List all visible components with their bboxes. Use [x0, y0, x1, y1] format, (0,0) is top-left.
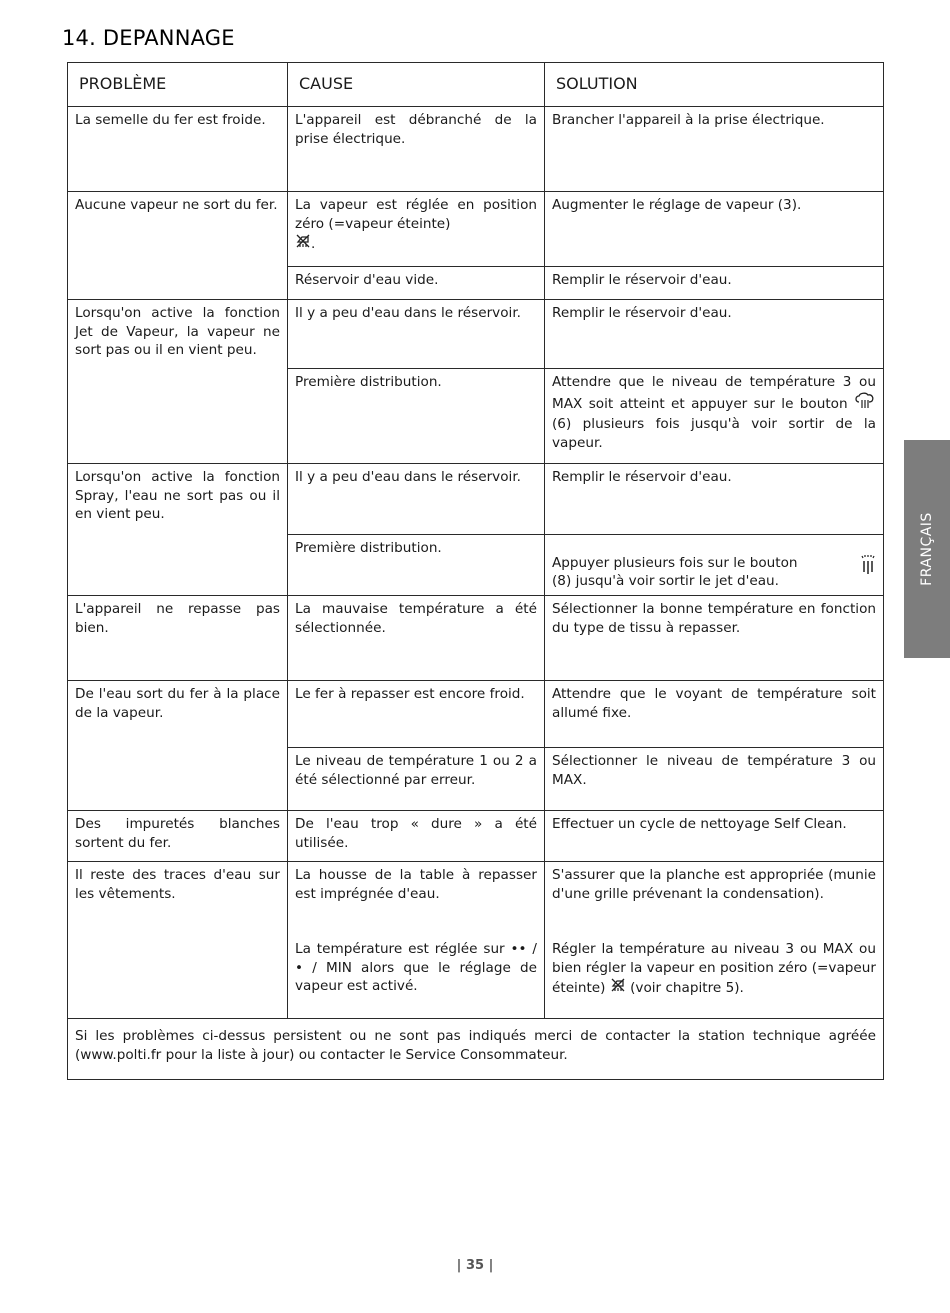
cause-cell: La housse de la table à repasser est imprégnée d'eau. — [288, 862, 545, 927]
language-tab — [904, 440, 950, 658]
problem-cell: Lorsqu'on active la fonction Spray, l'eau ne sort pas ou il en vient peu. — [68, 464, 288, 596]
table-row — [68, 862, 884, 927]
solution-cell: Sélectionner la bonne température en fonction du type de tissu à repasser. — [545, 596, 884, 681]
cause-cell: Il y a peu d'eau dans le réservoir. — [288, 300, 545, 369]
cause-cell: L'appareil est débranché de la prise électrique. — [288, 107, 545, 192]
cause-cell: Le fer à repasser est encore froid. — [288, 681, 545, 748]
solution-text: (voir chapitre 5). — [630, 979, 744, 996]
troubleshooting-table — [67, 62, 884, 1080]
cause-cell: Première distribution. — [288, 535, 545, 596]
table-row — [68, 107, 884, 192]
cause-text-end: . — [311, 235, 316, 252]
problem-cell: Il reste des traces d'eau sur les vêtements. — [68, 862, 288, 1019]
solution-text: Appuyer plusieurs fois sur le bouton — [552, 554, 798, 571]
table-header-row — [68, 63, 884, 107]
cause-cell: La mauvaise température a été sélectionnée. — [288, 596, 545, 681]
cause-cell: Première distribution. — [288, 369, 545, 464]
solution-cell: S'assurer que la planche est appropriée (munie d'une grille prévenant la condensation). — [545, 862, 884, 927]
solution-cell: Augmenter le réglage de vapeur (3). — [545, 192, 884, 267]
cause-cell — [288, 192, 545, 267]
problem-cell: Lorsqu'on active la fonction Jet de Vapeur, la vapeur ne sort pas ou il en vient peu. — [68, 300, 288, 464]
solution-cell: Effectuer un cycle de nettoyage Self Clean. — [545, 811, 884, 862]
steam-off-icon — [610, 977, 626, 999]
table-row — [68, 464, 884, 535]
solution-text: Attendre que le niveau de température 3 ou MAX soit atteint et appuyer sur le bouton — [552, 374, 876, 412]
solution-cell — [545, 369, 884, 464]
table-row — [68, 596, 884, 681]
problem-cell: L'appareil ne repasse pas bien. — [68, 596, 288, 681]
cause-cell: De l'eau trop « dure » a été utilisée. — [288, 811, 545, 862]
cause-cell: Le niveau de température 1 ou 2 a été sélectionné par erreur. — [288, 748, 545, 811]
cause-cell: Il y a peu d'eau dans le réservoir. — [288, 464, 545, 535]
footer-note: Si les problèmes ci-dessus persistent ou ne sont pas indiqués merci de contacter la station technique agréée (www.polti.fr pour la liste à jour) ou contacter le Service Consommateur. — [68, 1019, 884, 1080]
table-footer-row — [68, 1019, 884, 1080]
header-probleme: PROBLÈME — [68, 63, 288, 107]
solution-cell: Sélectionner le niveau de température 3 ou MAX. — [545, 748, 884, 811]
cause-cell: Réservoir d'eau vide. — [288, 267, 545, 300]
problem-cell: Aucune vapeur ne sort du fer. — [68, 192, 288, 300]
steam-jet-icon — [854, 392, 876, 416]
table-row — [68, 192, 884, 267]
problem-cell: La semelle du fer est froide. — [68, 107, 288, 192]
solution-cell: Remplir le réservoir d'eau. — [545, 267, 884, 300]
cause-text: La vapeur est réglée en position zéro (=vapeur éteinte) — [295, 197, 537, 232]
spray-icon — [860, 554, 876, 582]
solution-text: (8) jusqu'à voir sortir le jet d'eau. — [552, 573, 779, 590]
header-solution: SOLUTION — [545, 63, 884, 107]
problem-cell: De l'eau sort du fer à la place de la vapeur. — [68, 681, 288, 811]
solution-text: (6) plusieurs fois jusqu'à voir sortir de la vapeur. — [552, 416, 876, 451]
solution-cell: Brancher l'appareil à la prise électrique. — [545, 107, 884, 192]
table-row — [68, 811, 884, 862]
problem-cell: Des impuretés blanches sortent du fer. — [68, 811, 288, 862]
solution-cell: Attendre que le voyant de température soit allumé fixe. — [545, 681, 884, 748]
cause-cell: La température est réglée sur •• / • / MIN alors que le réglage de vapeur est activé. — [288, 926, 545, 1019]
table-row — [68, 300, 884, 369]
table-row — [68, 681, 884, 748]
solution-cell: Remplir le réservoir d'eau. — [545, 464, 884, 535]
solution-cell: Remplir le réservoir d'eau. — [545, 300, 884, 369]
header-cause: CAUSE — [288, 63, 545, 107]
page-title: 14. DEPANNAGE — [62, 26, 235, 50]
solution-cell — [545, 535, 884, 596]
steam-off-icon — [295, 233, 311, 255]
language-tab-label: FRANÇAIS — [919, 512, 935, 586]
solution-cell — [545, 926, 884, 1019]
solution-text: Régler la température au niveau 3 ou MAX ou bien régler la vapeur en position zéro (=vapeur éteinte) — [552, 941, 876, 996]
page-number: | 35 | — [456, 1258, 494, 1273]
